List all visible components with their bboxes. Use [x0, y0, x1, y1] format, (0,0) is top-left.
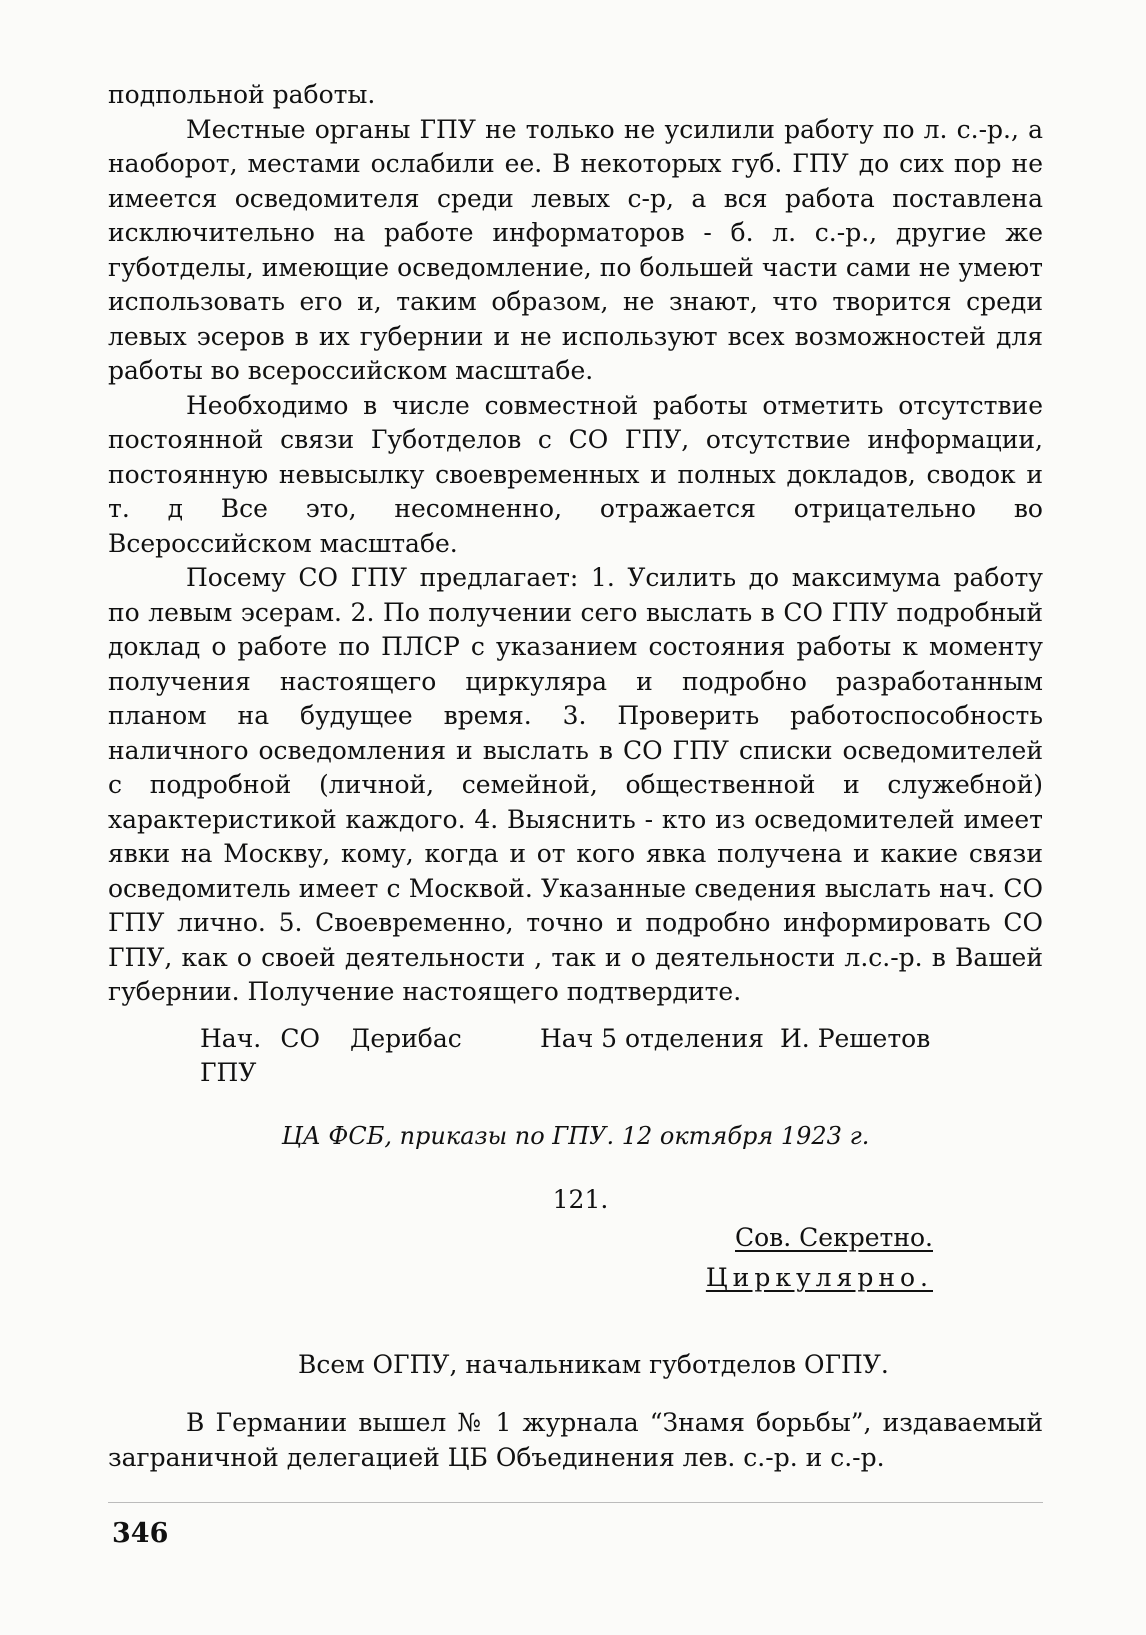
signature-name-2: И. Решетов: [780, 1023, 931, 1053]
paragraph-continuation: подпольной работы.: [108, 80, 376, 109]
document-number: 121.: [552, 1185, 609, 1214]
footer-rule: [108, 1502, 1043, 1503]
paragraph-proposals: Посему СО ГПУ предлагает: 1. Усилить до максимума работу по левым эсерам. 2. По получении сего выслать в СО ГПУ подробный доклад о работе по ПЛСР с указанием состояния работы к моменту получения настоящего циркуляра и подробно разработанным планом на будущее время. 3. Проверить работоспособность наличного осведомления и выслать в СО ГПУ списки осведомителей с подробной (личной, семейной, общественной и служебной) характеристикой каждого. 4. Выяснить - кто из осведомителей имеет явки на Москву, кому, когда и от кого явка получена и какие связи осведомитель имеет с Москвой. Указанные сведения выслать нач. СО ГПУ лично. 5. Своевременно, точно и подробно информировать СО ГПУ, как о своей деятельности , так и о деятельности л.с.-р. в Вашей губернии. Получение настоящего подтвердите.: [108, 563, 1043, 1006]
paragraph-germany: В Германии вышел № 1 журнала “Знамя борьбы”, издаваемый заграничной делегацией ЦБ Объединения лев. с.-р. и с.-р.: [108, 1408, 1043, 1472]
signature-block: [108, 1022, 1043, 1091]
archive-reference: ЦА ФСБ, приказы по ГПУ. 12 октября 1923 г.: [281, 1121, 870, 1150]
classification-stamp: [108, 1218, 1043, 1298]
page-number: 346: [112, 1518, 169, 1549]
body-text: [108, 78, 1043, 1475]
signature-name-1: Дерибас: [350, 1023, 462, 1053]
signature-title-2: Нач 5 отделения: [540, 1023, 764, 1053]
signature-title-1: Нач. СО ГПУ: [200, 1023, 320, 1087]
classification-label: Сов. Секретно.: [735, 1222, 933, 1252]
addressee-line: Всем ОГПУ, начальникам губотделов ОГПУ.: [298, 1349, 889, 1379]
paragraph-joint-work: Необходимо в числе совместной работы отметить отсутствие постоянной связи Губотделов с СО ГПУ, отсутствие информации, постоянную невысылку своевременных и полных докладов, сводок и т. д Все это, несомненно, отражается отрицательно во Всероссийском масштабе.: [108, 390, 1043, 558]
paragraph-local-organs: Местные органы ГПУ не только не усилили работу по л. с.-р., а наоборот, местами ослабили ее. В некоторых губ. ГПУ до сих пор не имеется осведомителя среди левых с-р, а вся работа поставлена исключительно на работе информаторов - б. л. с.-р., другие же губотделы, имеющие осведомление, по большей части сами не умеют использовать его и, таким образом, не знают, что творится среди левых эсеров в их губернии и не используют всех возможностей для работы во всероссийском масштабе.: [108, 114, 1043, 385]
circular-label: Циркулярно.: [705, 1262, 933, 1292]
